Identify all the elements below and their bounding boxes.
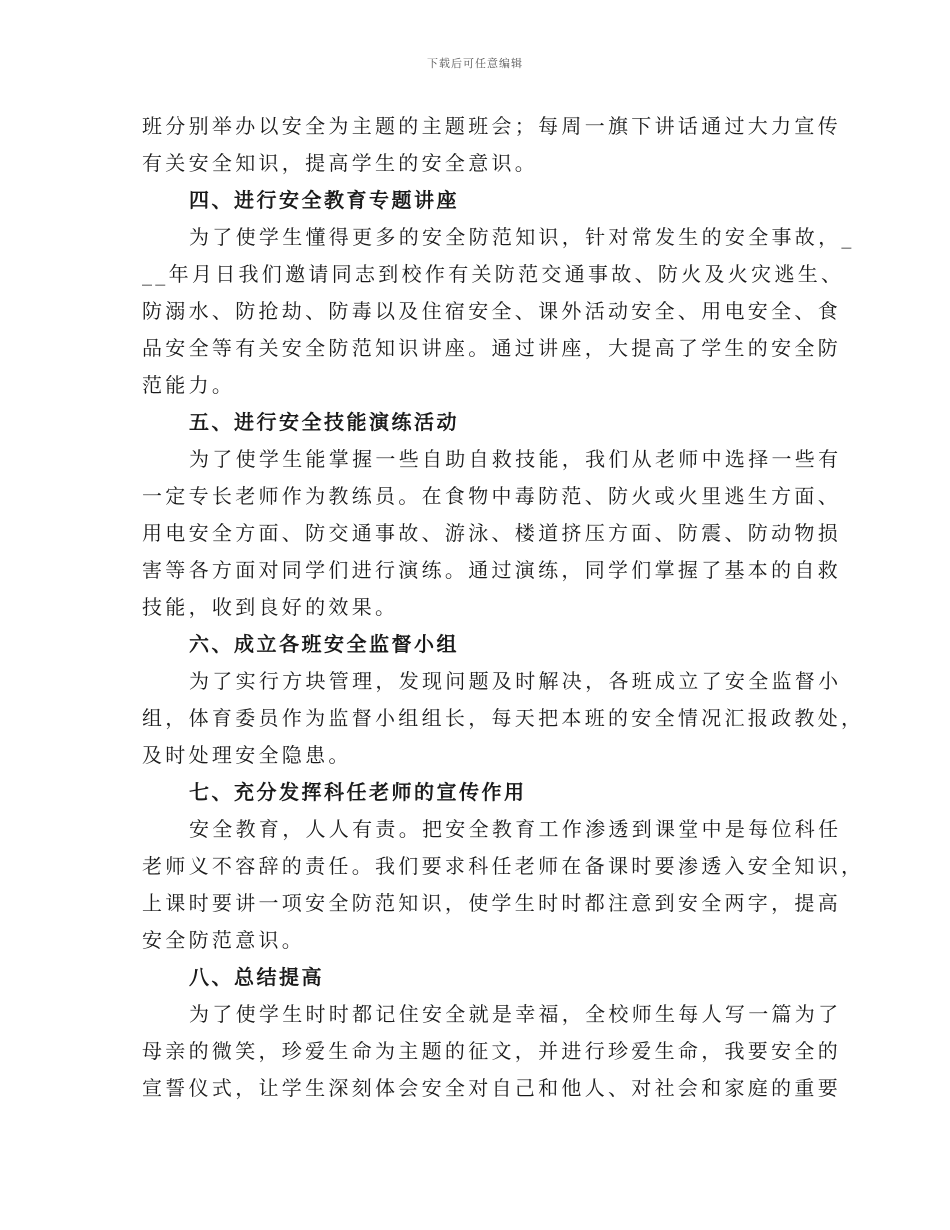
paragraph-line: 安全防范意识。 — [142, 928, 306, 952]
paragraph-line: 为了使学生时时都记住安全就是幸福，全校师生每人写一篇为了 — [189, 1002, 842, 1026]
paragraph-line: 有关安全知识，提高学生的安全意识。 — [142, 151, 539, 175]
section-heading: 六、成立各班安全监督小组 — [189, 632, 459, 656]
section-heading: 四、进行安全教育专题讲座 — [189, 188, 459, 212]
paragraph-line: 老师义不容辞的责任。我们要求科任老师在备课时要渗透入安全知识， — [142, 854, 865, 878]
paragraph-line: 上课时要讲一项安全防范知识，使学生时时都注意到安全两字，提高 — [142, 891, 841, 915]
paragraph-line: 班分别举办以安全为主题的主题班会；每周一旗下讲话通过大力宣传 — [142, 114, 841, 138]
document-body — [142, 108, 865, 1107]
paragraph-line: 组，体育委员作为监督小组组长，每天把本班的安全情况汇报政教处， — [142, 706, 865, 730]
section-heading: 七、充分发挥科任老师的宣传作用 — [189, 780, 527, 804]
paragraph-line: 为了实行方块管理，发现问题及时解决，各班成立了安全监督小 — [189, 669, 842, 693]
paragraph-line: 为了使学生懂得更多的安全防范知识，针对常发生的安全事故，_ — [189, 225, 855, 249]
section-heading: 五、进行安全技能演练活动 — [189, 410, 459, 434]
paragraph-line: 害等各方面对同学们进行演练。通过演练，同学们掌握了基本的自救 — [142, 558, 841, 582]
page-header-note: 下载后可任意编辑 — [427, 57, 523, 70]
paragraph-line: 母亲的微笑，珍爱生命为主题的征文，并进行珍爱生命，我要安全的 — [142, 1039, 841, 1063]
paragraph-line: 及时处理安全隐患。 — [142, 743, 352, 767]
paragraph-line: 为了使学生能掌握一些自助自救技能，我们从老师中选择一些有 — [189, 447, 842, 471]
paragraph-line: 一定专长老师作为教练员。在食物中毒防范、防火或火里逃生方面、 — [142, 484, 841, 508]
paragraph-line: 范能力。 — [142, 373, 236, 397]
paragraph-line: 防溺水、防抢劫、防毒以及住宿安全、课外活动安全、用电安全、食 — [142, 299, 841, 323]
paragraph-line: 用电安全方面、防交通事故、游泳、楼道挤压方面、防震、防动物损 — [142, 521, 841, 545]
paragraph-line: 安全教育，人人有责。把安全教育工作渗透到课堂中是每位科任 — [189, 817, 842, 841]
paragraph-line: 技能，收到良好的效果。 — [142, 595, 399, 619]
paragraph-line: __年月日我们邀请同志到校作有关防范交通事故、防火及火灾逃生、 — [142, 262, 845, 286]
paragraph-line: 宣誓仪式，让学生深刻体会安全对自己和他人、对社会和家庭的重要 — [142, 1076, 841, 1100]
section-heading: 八、总结提高 — [189, 965, 324, 989]
paragraph-line: 品安全等有关安全防范知识讲座。通过讲座，大提高了学生的安全防 — [142, 336, 841, 360]
